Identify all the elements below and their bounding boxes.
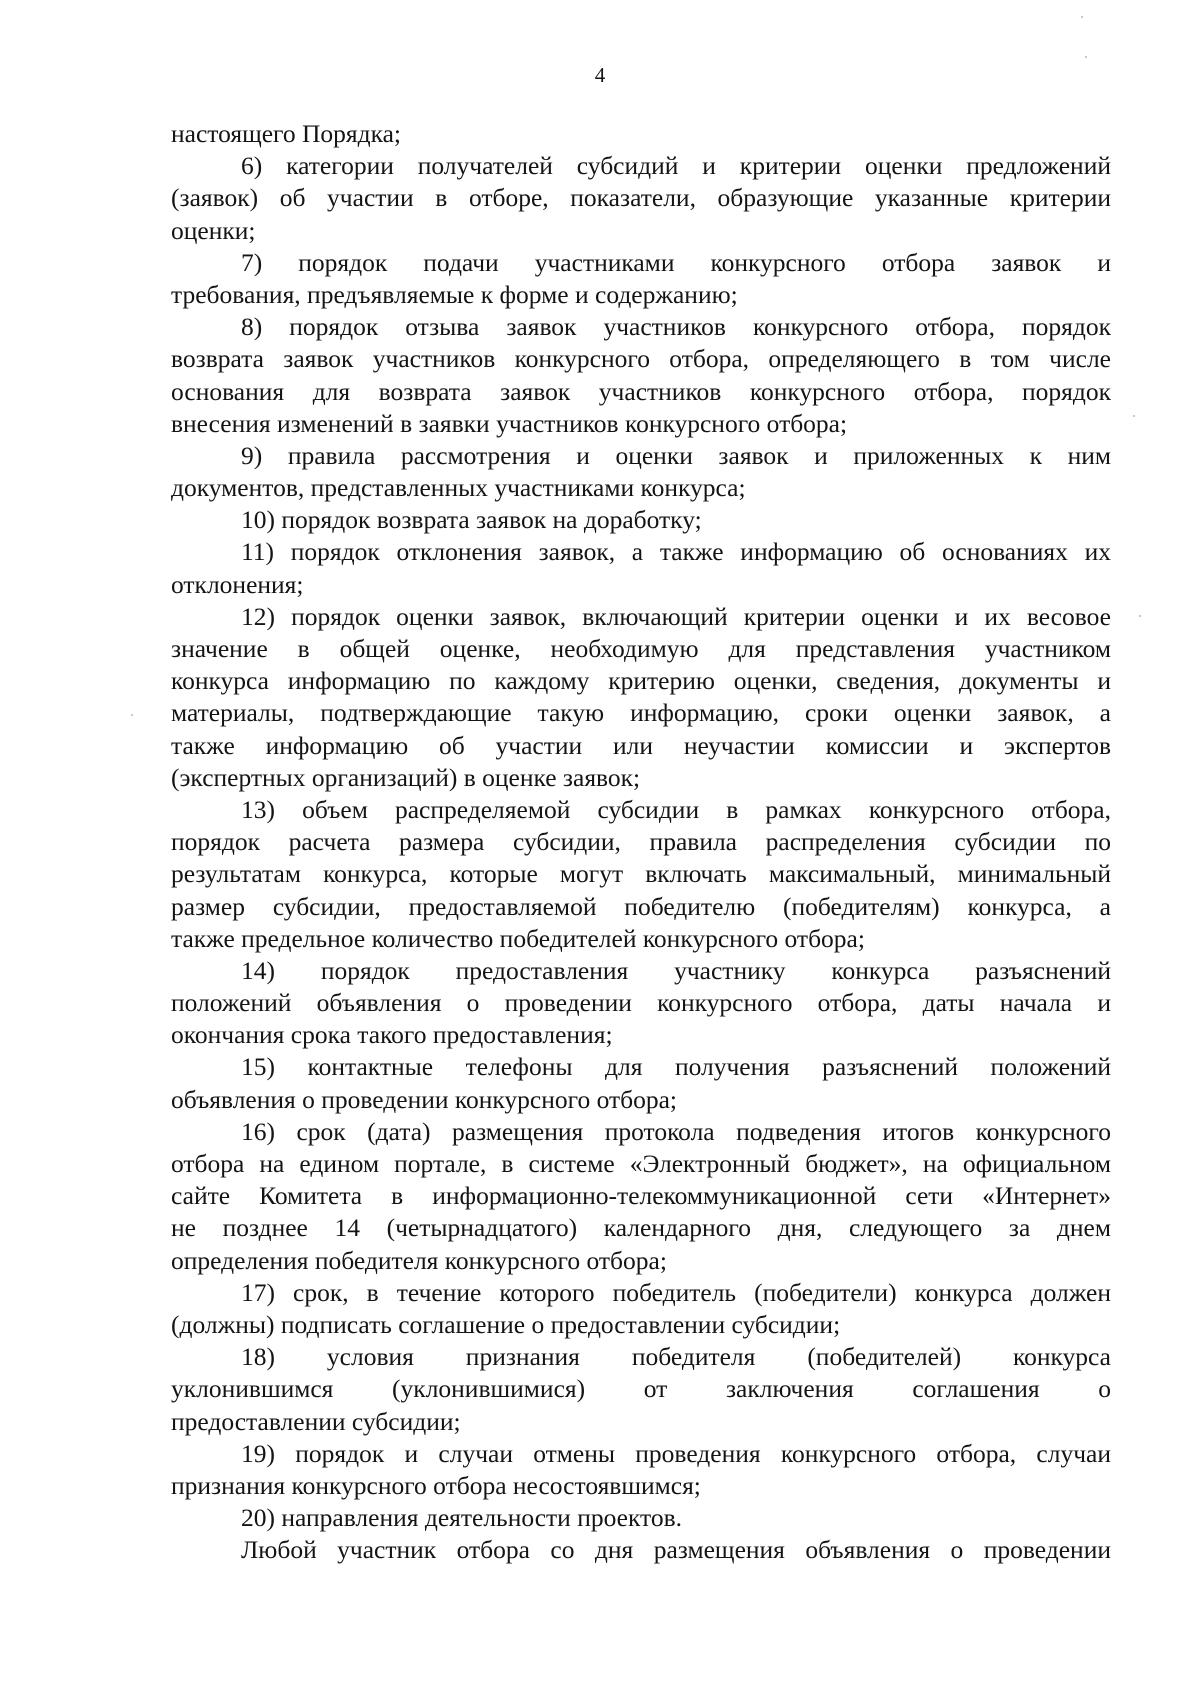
paragraph-line: 12) порядок оценки заявок, включающий критерии оценки и их весовое — [241, 601, 1111, 631]
paragraph-line: порядок расчета размера субсидии, правила распределения субсидии по — [171, 827, 1111, 857]
paragraph-line: 20) направления деятельности проектов. — [241, 1503, 683, 1533]
paragraph-line: 9) правила рассмотрения и оценки заявок и приложенных к ним — [241, 440, 1111, 470]
body-text — [171, 118, 1111, 1566]
paragraph-line: отбора на едином портале, в системе «Электронный бюджет», на официальном — [171, 1149, 1111, 1178]
paragraph-line: требования, предъявляемые к форме и содержанию; — [171, 279, 738, 309]
paragraph-line: не позднее 14 (четырнадцатого) календарного дня, следующего за днем — [171, 1213, 1111, 1243]
paragraph-line: результатам конкурса, которые могут включать максимальный, минимальный — [171, 859, 1111, 889]
paragraph-line: 13) объем распределяемой субсидии в рамках конкурсного отбора, — [241, 794, 1111, 824]
paragraph-line: также предельное количество победителей конкурсного отбора; — [171, 923, 865, 953]
paragraph-line: 8) порядок отзыва заявок участников конкурсного отбора, порядок — [241, 312, 1111, 342]
paragraph-line: возврата заявок участников конкурсного отбора, определяющего в том числе — [171, 344, 1111, 374]
paragraph-line: Любой участник отбора со дня размещения объявления о проведении — [241, 1535, 1111, 1565]
scan-speck — [131, 714, 133, 716]
paragraph-line: также информацию об участии или неучастии комиссии и экспертов — [171, 730, 1111, 760]
paragraph-line: размер субсидии, предоставляемой победителю (победителям) конкурса, а — [171, 891, 1111, 921]
paragraph-line: 14) порядок предоставления участнику конкурса разъяснений — [241, 955, 1111, 985]
paragraph-line: 7) порядок подачи участниками конкурсного отбора заявок и — [241, 247, 1111, 277]
paragraph-line: 6) категории получателей субсидий и критерии оценки предложений — [241, 151, 1111, 181]
paragraph-line: 17) срок, в течение которого победитель (победители) конкурса должен — [241, 1277, 1111, 1307]
paragraph-line: значение в общей оценке, необходимую для представления участником — [171, 634, 1111, 663]
scan-speck — [1139, 615, 1141, 617]
paragraph-line: предоставлении субсидии; — [171, 1406, 461, 1436]
paragraph-line: 11) порядок отклонения заявок, а также информацию об основаниях их — [241, 537, 1111, 567]
paragraph-line: объявления о проведении конкурсного отбора; — [171, 1084, 678, 1114]
paragraph-line: 19) порядок и случаи отмены проведения конкурсного отбора, случаи — [241, 1438, 1111, 1468]
paragraph-line: 15) контактные телефоны для получения разъяснений положений — [241, 1052, 1111, 1082]
paragraph-line: сайте Комитета в информационно-телекоммуникационной сети «Интернет» — [171, 1181, 1111, 1211]
paragraph-line: документов, представленных участниками конкурса; — [171, 473, 746, 503]
paragraph-line: признания конкурсного отбора несостоявшимся; — [171, 1470, 701, 1500]
paragraph-line: 18) условия признания победителя (победителей) конкурса — [241, 1342, 1111, 1372]
paragraph-line: внесения изменений в заявки участников конкурсного отбора; — [171, 408, 848, 438]
page-number: 4 — [594, 63, 606, 87]
paragraph-line: 16) срок (дата) размещения протокола подведения итогов конкурсного — [241, 1116, 1111, 1146]
paragraph-line: уклонившимся (уклонившимися) от заключения соглашения о — [171, 1374, 1111, 1404]
paragraph-line: (должны) подписать соглашение о предоставлении субсидии; — [171, 1309, 841, 1339]
paragraph-line: определения победителя конкурсного отбора; — [171, 1245, 667, 1275]
paragraph-line: положений объявления о проведении конкурсного отбора, даты начала и — [171, 988, 1111, 1018]
paragraph-line: конкурса информацию по каждому критерию оценки, сведения, документы и — [171, 666, 1111, 696]
paragraph-line: (заявок) об участии в отборе, показатели, образующие указанные критерии — [171, 183, 1111, 213]
paragraph-line: (экспертных организаций) в оценке заявок; — [171, 762, 641, 792]
paragraph-line: настоящего Порядка; — [171, 119, 402, 148]
paragraph-line: 10) порядок возврата заявок на доработку; — [241, 505, 702, 535]
scan-speck — [1133, 415, 1135, 417]
paragraph-line: окончания срока такого предоставления; — [171, 1020, 613, 1050]
paragraph-line: оценки; — [171, 215, 256, 245]
paragraph-line: материалы, подтверждающие такую информацию, сроки оценки заявок, а — [171, 698, 1111, 728]
paragraph-line: основания для возврата заявок участников конкурсного отбора, порядок — [171, 376, 1111, 406]
scan-speck — [1085, 56, 1087, 58]
scan-speck — [1081, 16, 1083, 18]
paragraph-line: отклонения; — [171, 569, 304, 599]
